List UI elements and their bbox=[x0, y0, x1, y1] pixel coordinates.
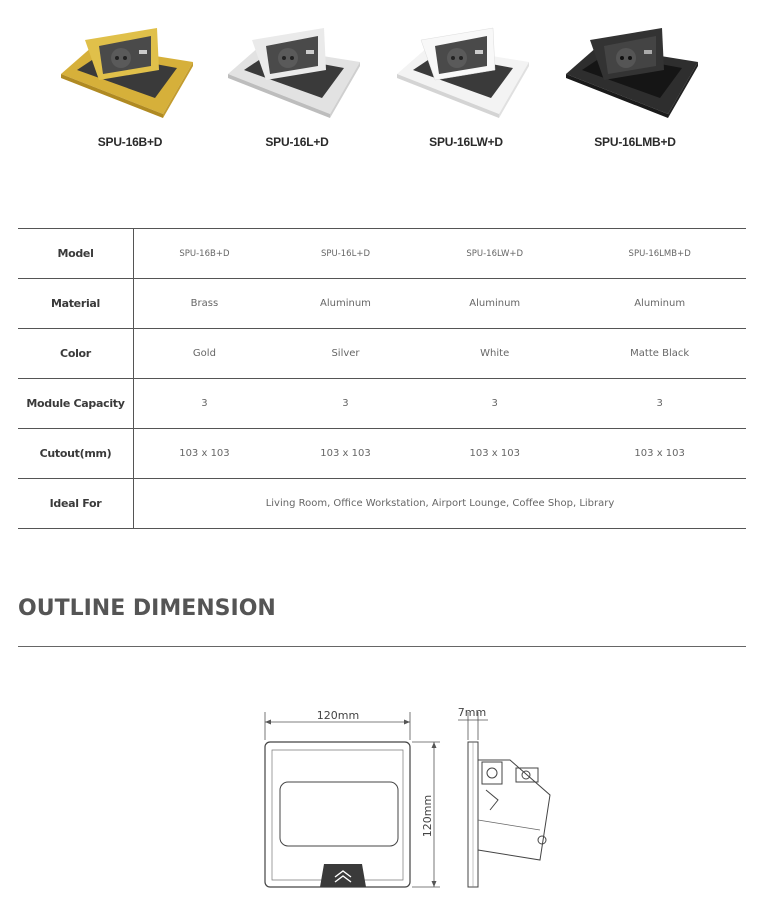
product-silver bbox=[222, 18, 372, 153]
table-cell: Gold bbox=[134, 329, 275, 379]
table-cell: White bbox=[416, 329, 573, 379]
table-row-model bbox=[18, 229, 746, 279]
table-cell: Living Room, Office Workstation, Airport Lounge, Coffee Shop, Library bbox=[134, 479, 747, 529]
spec-table bbox=[18, 228, 746, 529]
floor-socket-silver-image bbox=[222, 18, 372, 128]
row-label: Ideal For bbox=[18, 479, 134, 529]
height-dimension-label: 120mm bbox=[421, 794, 434, 838]
table-cell: 103 x 103 bbox=[275, 429, 416, 479]
table-cell: 103 x 103 bbox=[416, 429, 573, 479]
table-row-material bbox=[18, 279, 746, 329]
floor-socket-black-image bbox=[560, 18, 710, 128]
depth-dimension-label: 7mm bbox=[457, 706, 487, 719]
product-name: SPU-16LMB+D bbox=[594, 135, 676, 149]
product-name: SPU-16L+D bbox=[265, 135, 329, 149]
table-cell: Aluminum bbox=[275, 279, 416, 329]
table-cell: 103 x 103 bbox=[134, 429, 275, 479]
product-name: SPU-16B+D bbox=[97, 135, 163, 149]
floor-socket-white-image bbox=[391, 18, 541, 128]
table-cell: Aluminum bbox=[416, 279, 573, 329]
table-cell: SPU-16LW+D bbox=[416, 229, 573, 279]
table-cell: 103 x 103 bbox=[573, 429, 746, 479]
product-gold bbox=[55, 18, 205, 153]
table-row-cutout bbox=[18, 429, 746, 479]
divider bbox=[18, 646, 746, 647]
row-label: Model bbox=[18, 229, 134, 279]
product-name: SPU-16LW+D bbox=[429, 135, 503, 149]
row-label: Module Capacity bbox=[18, 379, 134, 429]
table-cell: 3 bbox=[573, 379, 746, 429]
table-row-module-capacity bbox=[18, 379, 746, 429]
outline-dimension-drawing bbox=[250, 700, 560, 900]
row-label: Color bbox=[18, 329, 134, 379]
section-title: OUTLINE DIMENSION bbox=[18, 596, 276, 621]
table-cell: 3 bbox=[275, 379, 416, 429]
width-dimension-label: 120mm bbox=[316, 709, 360, 722]
table-cell: SPU-16LMB+D bbox=[573, 229, 746, 279]
product-white bbox=[391, 18, 541, 153]
table-cell: 3 bbox=[416, 379, 573, 429]
table-cell: SPU-16L+D bbox=[275, 229, 416, 279]
table-cell: 3 bbox=[134, 379, 275, 429]
row-label: Cutout(mm) bbox=[18, 429, 134, 479]
table-cell: SPU-16B+D bbox=[134, 229, 275, 279]
table-cell: Matte Black bbox=[573, 329, 746, 379]
table-cell: Silver bbox=[275, 329, 416, 379]
product-black bbox=[560, 18, 710, 153]
table-row-color bbox=[18, 329, 746, 379]
floor-socket-gold-image bbox=[55, 18, 205, 128]
table-row-ideal-for bbox=[18, 479, 746, 529]
table-cell: Brass bbox=[134, 279, 275, 329]
row-label: Material bbox=[18, 279, 134, 329]
table-cell: Aluminum bbox=[573, 279, 746, 329]
